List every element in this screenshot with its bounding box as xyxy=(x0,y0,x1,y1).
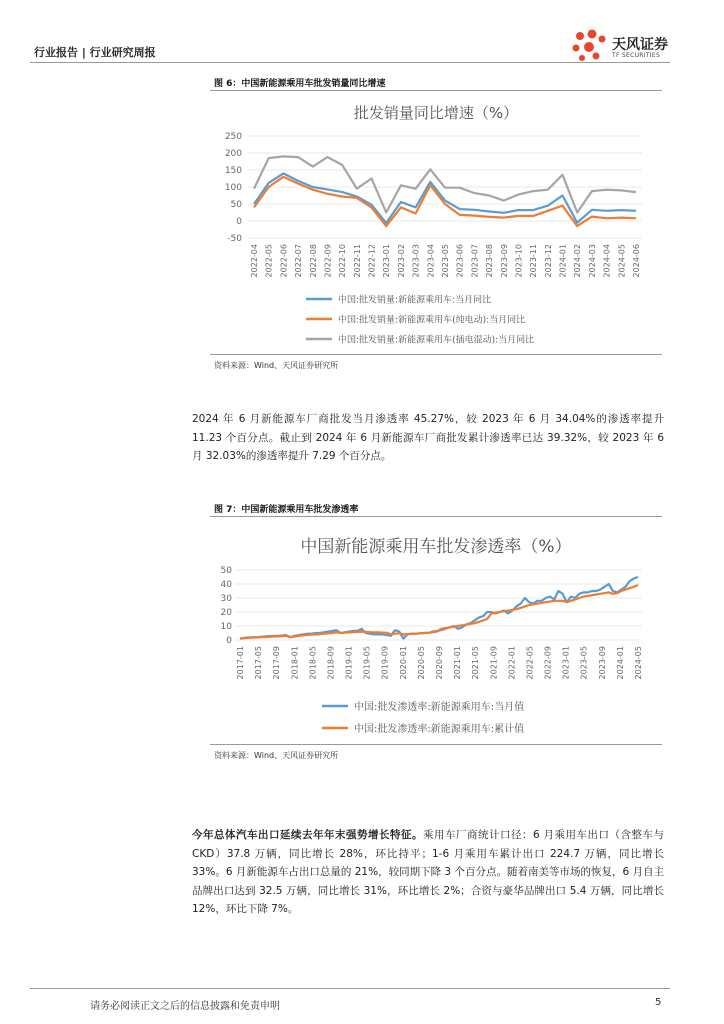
chart1-xtick-label: 2023-01 xyxy=(382,244,392,278)
chart1-legend-label: 中国:批发销量:新能源乘用车(插电混动):当月同比 xyxy=(338,335,535,346)
chart1-xtick-label: 2024-06 xyxy=(632,244,641,278)
page-number: 5 xyxy=(655,997,662,1008)
chart1-xtick-label: 2023-06 xyxy=(455,244,465,278)
chart2-xtick-label: 2023-09 xyxy=(597,646,607,680)
chart2-xtick-label: 2022-01 xyxy=(507,646,517,680)
chart1-xtick-label: 2023-02 xyxy=(396,244,406,278)
chart1-xtick-label: 2022-12 xyxy=(367,244,377,278)
figure7-top-divider xyxy=(210,516,662,517)
chart2-xtick-label: 2023-01 xyxy=(561,646,571,680)
chart1-xtick-label: 2024-05 xyxy=(617,244,627,278)
chart1-xtick-label: 2023-05 xyxy=(441,244,450,278)
chart1-xtick-label: 2023-08 xyxy=(485,244,495,278)
paragraph-penetration: 2024 年 6 月新能源车厂商批发当月渗透率 45.27%，较 2023 年 6 月 34.04%的渗透率提升 11.23 个百分点。截止到 2024 年 6 月新能源车厂商批发累计渗透率已达 39.32%，较 2023 年 6 月 32.03%的渗透率提升 7.29 个百分点。 xyxy=(192,413,664,462)
figure7-bottom-divider xyxy=(210,744,662,745)
chart1-ytick-label: 200 xyxy=(224,149,242,159)
chart2-xtick-label: 2017-05 xyxy=(254,646,264,680)
chart1-xtick-label: 2023-11 xyxy=(529,244,539,278)
chart2-xtick-label: 2020-01 xyxy=(398,646,408,680)
chart2-xtick-label: 2024-01 xyxy=(615,646,625,680)
chart1-xtick-label: 2022-05 xyxy=(264,244,274,278)
chart-yoy-growth xyxy=(210,94,662,350)
figure6-source: 资料来源：Wind、天风证券研究所 xyxy=(214,361,339,370)
figure6-top-divider xyxy=(210,90,662,91)
chart2-ytick-label: 40 xyxy=(220,580,232,590)
chart1-legend-label: 中国:批发销量:新能源乘用车(纯电动):当月同比 xyxy=(338,315,526,326)
chart2-xtick-label: 2017-09 xyxy=(272,646,282,680)
chart2-ytick-label: 50 xyxy=(220,566,232,576)
chart1-xtick-label: 2022-11 xyxy=(352,244,362,278)
chart1-xtick-label: 2023-04 xyxy=(426,243,436,278)
chart2-xtick-label: 2019-05 xyxy=(362,646,372,680)
chart2-xtick-label: 2018-09 xyxy=(326,646,336,680)
tf-logo-icon xyxy=(570,28,612,64)
paragraph-exports-body: 乘用车厂商统计口径：6 月乘用车出口（含整车与 CKD）37.8 万辆，同比增长 28%，环比持平；1-6 月乘用车累计出口 224.7 万辆，同比增长 33%。6 月新能源车占出口总量的 21%，较同期下降 3 个百分点。随着南美等市场的恢复，6 月自主品牌出口达到 32.5 万辆，同比增长 31%，环比增长 2%；合资与豪华品牌出口 5.4 万辆，同比增长 12%，环比下降 7%。 xyxy=(192,829,664,915)
chart1-xtick-label: 2023-12 xyxy=(543,244,553,278)
chart1-ytick-label: 250 xyxy=(224,132,242,142)
paragraph-exports-lead: 今年总体汽车出口延续去年年末强势增长特征。 xyxy=(192,829,423,841)
chart1-ytick-label: 50 xyxy=(230,200,242,210)
chart2-xtick-label: 2018-05 xyxy=(308,646,318,680)
chart1-xtick-label: 2022-08 xyxy=(308,244,318,278)
logo-name: 天风证券 xyxy=(612,37,668,53)
chart1-series-line-1 xyxy=(254,173,636,223)
chart2-xtick-label: 2020-05 xyxy=(416,646,426,680)
chart1-ytick-label: 150 xyxy=(224,166,242,176)
chart-penetration-rate xyxy=(210,520,662,740)
chart2-xtick-label: 2018-01 xyxy=(290,646,300,680)
chart1-xtick-label: 2023-10 xyxy=(514,244,524,278)
chart2-xtick-label: 2024-05 xyxy=(634,646,643,680)
chart1-xtick-label: 2024-04 xyxy=(602,244,612,278)
figure7-source: 资料来源：Wind、天风证券研究所 xyxy=(214,751,339,760)
chart2-xtick-label: 2021-09 xyxy=(489,646,499,680)
chart1-legend-label: 中国:批发销量:新能源乘用车:当月同比 xyxy=(338,295,492,306)
chart1-xtick-label: 2023-09 xyxy=(499,244,509,278)
chart1-xtick-label: 2022-04 xyxy=(250,244,259,278)
chart2-title: 中国新能源乘用车批发渗透率（%） xyxy=(300,537,572,557)
chart2-xtick-label: 2019-09 xyxy=(380,646,390,680)
figure7-caption: 图 7：中国新能源乘用车批发渗透率 xyxy=(214,505,359,515)
chart1-xtick-label: 2023-07 xyxy=(470,244,480,278)
chart1-ytick-label: 0 xyxy=(236,217,242,227)
chart2-xtick-label: 2021-01 xyxy=(453,646,463,680)
chart2-ytick-label: 30 xyxy=(220,594,232,604)
chart2-ytick-label: 10 xyxy=(220,622,232,632)
chart1-xtick-label: 2023-03 xyxy=(411,244,421,278)
chart1-ytick-label: 100 xyxy=(224,183,242,193)
report-category: 行业报告 | 行业研究周报 xyxy=(34,46,156,59)
chart2-xtick-label: 2022-05 xyxy=(525,646,535,680)
chart1-xtick-label: 2022-09 xyxy=(323,244,333,278)
chart2-xtick-label: 2020-09 xyxy=(435,646,444,680)
paragraph-exports xyxy=(192,826,664,919)
chart1-xtick-label: 2022-07 xyxy=(294,244,304,278)
chart2-xtick-label: 2017-01 xyxy=(236,646,245,680)
chart2-ytick-label: 20 xyxy=(220,608,232,618)
chart2-legend-label: 中国:批发渗透率:新能源乘用车:当月值 xyxy=(354,702,525,713)
figure6-caption: 图 6：中国新能源乘用车批发销量同比增速 xyxy=(214,79,386,89)
chart1-xtick-label: 2024-01 xyxy=(558,244,568,278)
chart2-xtick-label: 2019-01 xyxy=(344,646,354,680)
chart1-xtick-label: 2024-03 xyxy=(587,244,597,278)
chart2-xtick-label: 2021-05 xyxy=(471,646,481,680)
footer-disclaimer: 请务必阅读正文之后的信息披露和免责申明 xyxy=(90,1001,280,1012)
chart1-xtick-label: 2022-10 xyxy=(338,244,348,278)
figure6-bottom-divider xyxy=(210,354,662,355)
chart1-title: 批发销量同比增速（%） xyxy=(353,104,519,122)
chart2-xtick-label: 2023-05 xyxy=(579,646,589,680)
chart2-xtick-label: 2022-09 xyxy=(543,646,553,680)
footer-divider xyxy=(30,988,670,989)
chart1-ytick-label: -50 xyxy=(227,234,242,244)
chart2-legend-label: 中国:批发渗透率:新能源乘用车:累计值 xyxy=(354,724,525,735)
chart1-xtick-label: 2024-02 xyxy=(573,244,583,278)
chart1-xtick-label: 2022-06 xyxy=(279,244,289,278)
logo-subtitle: TF SECURITIES xyxy=(612,52,661,59)
chart2-ytick-label: 0 xyxy=(226,636,232,646)
